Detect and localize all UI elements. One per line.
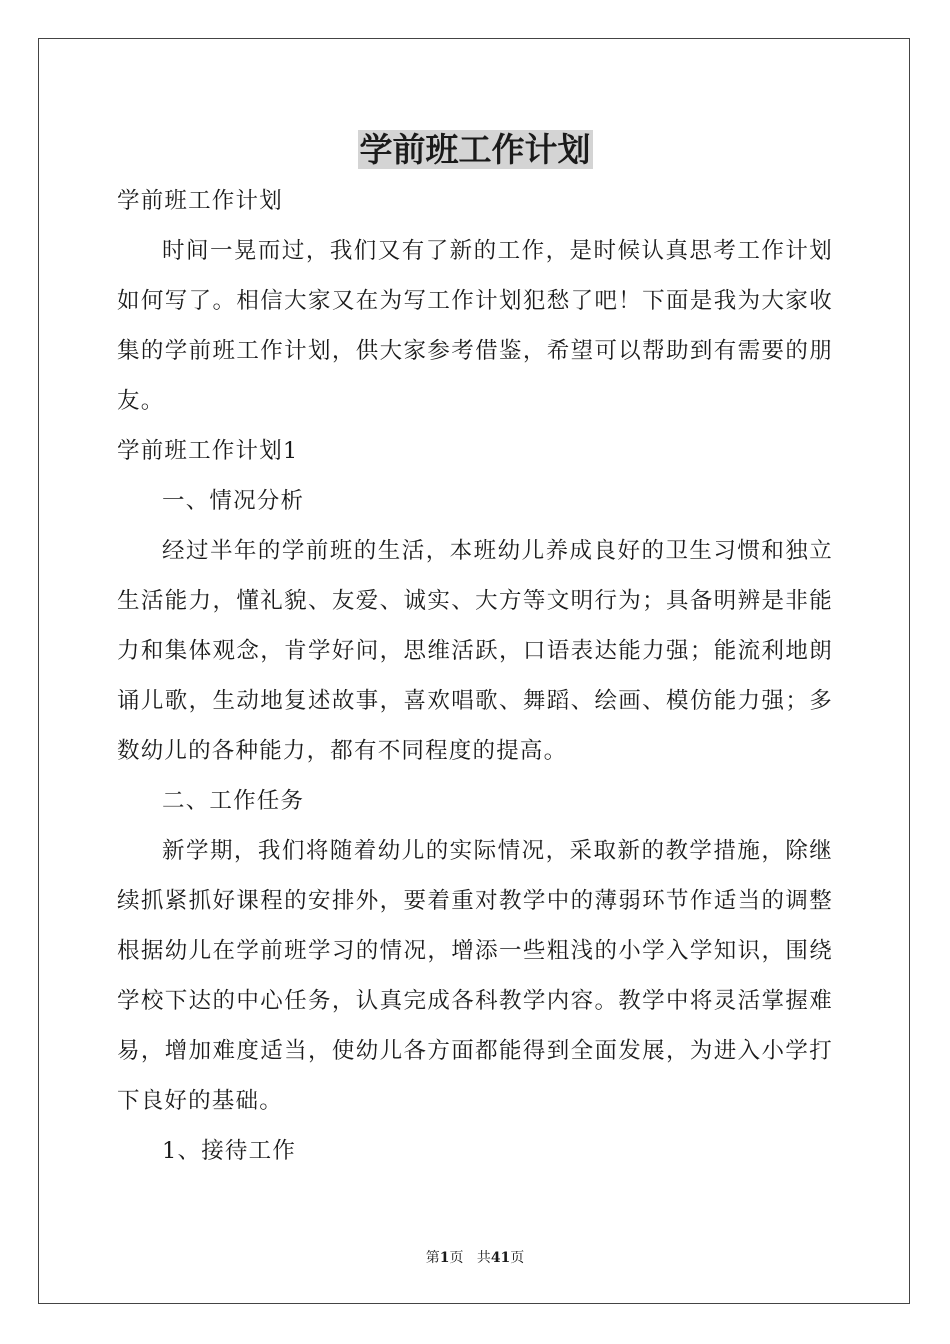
subtitle-paragraph: 学前班工作计划 xyxy=(117,188,283,214)
page-footer xyxy=(0,1248,950,1268)
document-body xyxy=(117,176,833,1176)
subsection-heading: 二、工作任务 xyxy=(162,788,305,814)
subsection-heading: 一、情况分析 xyxy=(162,488,305,514)
document-title-text: 学前班工作计划 xyxy=(359,130,591,169)
footer-total-prefix: 共 xyxy=(476,1250,491,1266)
document-title xyxy=(0,128,950,172)
footer-page-prefix: 第 xyxy=(425,1250,440,1266)
footer-total-suffix: 页 xyxy=(510,1250,525,1266)
footer-page-current: 1 xyxy=(439,1250,450,1266)
section-heading: 学前班工作计划1 xyxy=(117,438,299,464)
footer-page-suffix: 页 xyxy=(449,1250,464,1266)
footer-page-total: 41 xyxy=(490,1250,511,1266)
intro-paragraph: 时间一晃而过，我们又有了新的工作，是时候认真思考工作计划如何写了。相信大家又在为写工作计划犯愁了吧！下面是我为大家收集的学前班工作计划，供大家参考借鉴，希望可以帮助到有需要的朋友。 xyxy=(117,238,833,414)
subsection-heading: 1、接待工作 xyxy=(162,1138,297,1164)
body-paragraph: 新学期，我们将随着幼儿的实际情况，采取新的教学措施，除继续抓紧抓好课程的安排外，要着重对教学中的薄弱环节作适当的调整根据幼儿在学前班学习的情况，增添一些粗浅的小学入学知识，围绕学校下达的中心任务，认真完成各科教学内容。教学中将灵活掌握难易，增加难度适当，使幼儿各方面都能得到全面发展，为进入小学打下良好的基础。 xyxy=(117,838,833,1114)
body-paragraph: 经过半年的学前班的生活，本班幼儿养成良好的卫生习惯和独立生活能力，懂礼貌、友爱、诚实、大方等文明行为；具备明辨是非能力和集体观念，肯学好问，思维活跃，口语表达能力强；能流利地朗诵儿歌，生动地复述故事，喜欢唱歌、舞蹈、绘画、模仿能力强；多数幼儿的各种能力，都有不同程度的提高。 xyxy=(117,538,833,764)
